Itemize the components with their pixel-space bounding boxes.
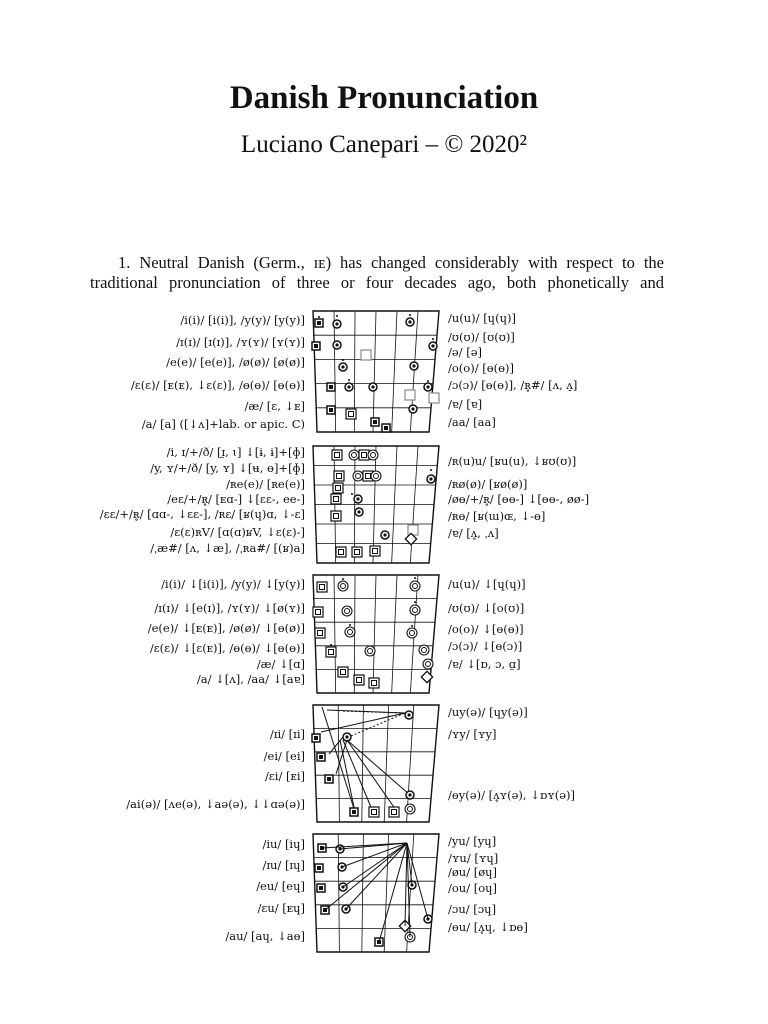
- right-label: /u(u)/ ↓[ɥ(ɥ)]: [448, 577, 526, 591]
- left-label: /ɪ(ɪ)/ ↓[e(ɪ)], /ʏ(ʏ)/ ↓[ø(ʏ)]: [154, 601, 305, 615]
- round-vowel-core: [357, 510, 360, 513]
- round-vowel-core: [408, 793, 411, 796]
- right-label: /uy(ə)/ [ɥy(ə)]: [448, 705, 528, 719]
- right-label: /øu/ [øɥ]: [448, 865, 498, 879]
- left-label: /ɪu/ [ɪɥ]: [262, 858, 305, 872]
- round-vowel-core: [335, 343, 338, 346]
- left-label: /ɪ(ɪ)/ [ɪ(ɪ)], /ʏ(ʏ)/ [ʏ(ʏ)]: [176, 335, 305, 349]
- right-label: /ʀɵ/ [ʁ(ɯ)ɶ, ↓-ɵ]: [448, 509, 546, 523]
- grid-line: [362, 834, 364, 952]
- right-label: /øɵ/+/ʀ̥/ [ɵɵ-] ↓[ɵɵ-, øø-]: [448, 492, 590, 506]
- grid-line: [410, 311, 418, 432]
- square-vowel-core: [317, 321, 321, 325]
- grid-line: [392, 575, 397, 693]
- left-label: /ei/ [ei]: [263, 749, 305, 763]
- stress-dot: [342, 359, 344, 361]
- square-vowel-core: [314, 736, 318, 740]
- left-label: /i(i)/ [i(i)], /y(y)/ [y(y)]: [180, 313, 305, 327]
- double-square-mark: [332, 450, 342, 460]
- left-label: /eɛ/+/ʀ̥/ [ᴇɑ-] ↓[ɛɛ-, ee-]: [167, 492, 305, 506]
- double-circle-mark: [410, 581, 420, 591]
- double-circle-mark: [353, 471, 363, 481]
- chart-frame: [313, 834, 439, 952]
- double-circle-mark: [419, 645, 429, 655]
- chart-frame: [313, 705, 439, 822]
- left-label: /æ/ ↓[ɑ]: [256, 657, 305, 671]
- round-vowel-core: [371, 385, 374, 388]
- double-square-mark: [317, 582, 327, 592]
- double-square-mark: [313, 607, 323, 617]
- grid-line: [354, 446, 355, 563]
- double-square-mark: [331, 494, 341, 504]
- paragraph-line-2: traditional pronunciation of three or four decades ago, both phonetically and: [90, 273, 664, 292]
- double-circle-mark: [345, 627, 355, 637]
- left-label: /ʀe(e)/ [ʀe(e)]: [226, 477, 305, 491]
- stress-dot: [351, 493, 353, 495]
- right-label: /ə/ [ə]: [448, 345, 482, 359]
- double-circle-mark: [349, 450, 359, 460]
- glide-line: [351, 713, 405, 736]
- right-label: /ʊ(ʊ)/ ↓[o(ʊ)]: [448, 601, 525, 615]
- left-label: /a/ [a] ([↓ʌ]+lab. or apic. C): [141, 417, 305, 431]
- round-vowel-core: [411, 407, 414, 410]
- left-label: /ɪi/ [ɪi]: [269, 727, 305, 741]
- round-vowel-core: [356, 497, 359, 500]
- glide-line: [343, 843, 407, 887]
- author-copyright: Luciano Canepari – © 2020²: [240, 131, 528, 158]
- right-label: /ɔ(ɔ)/ ↓[ɵ(ɔ)]: [448, 639, 523, 653]
- double-square-mark: [334, 471, 344, 481]
- left-label: /eu/ [eɥ]: [256, 879, 305, 893]
- square-vowel-core: [329, 408, 333, 412]
- double-square-mark: [369, 678, 379, 688]
- double-square-mark: [369, 807, 379, 817]
- round-vowel-core: [341, 365, 344, 368]
- right-label: /ɵu/ [ʌ̥ɥ, ↓ɒɵ]: [448, 920, 528, 934]
- right-label: /ɐ/ [ʌ̥, ˌʌ]: [448, 526, 499, 540]
- left-label: /i, ɪ/+/ð/ [ɪ̯, ɩ] ↓[ɨ, ɨ]+[ɸ]: [166, 445, 305, 459]
- paragraph-line-1: 1. Neutral Danish (Germ., ɪᴇ) has changed considerably with respect to the: [118, 253, 664, 272]
- square-vowel-core: [319, 886, 323, 890]
- round-vowel-core: [347, 385, 350, 388]
- right-label: /ʀ(u)u/ [ʁu(u), ↓ʁʊ(ʊ)]: [448, 454, 577, 468]
- right-label: /ɵy(ə)/ [ʌ̥ʏ(ə), ↓ɒʏ(ə)]: [448, 788, 576, 802]
- grey-square-mark: [405, 390, 415, 400]
- right-label: /ɐ/ [ɐ]: [448, 397, 483, 411]
- square-vowel-core: [317, 866, 321, 870]
- grid-line: [373, 575, 376, 693]
- left-label: /iu/ [iɥ]: [262, 837, 305, 851]
- stress-dot: [409, 314, 411, 316]
- round-vowel-core: [429, 477, 432, 480]
- round-vowel-core: [408, 320, 411, 323]
- stress-dot: [411, 625, 413, 627]
- glide-line: [327, 710, 405, 713]
- double-circle-mark: [407, 628, 417, 638]
- left-label: /ai(ə)/ [ʌe(ə), ↓aə(ə), ↓↓ɑə(ə)]: [126, 797, 305, 811]
- double-square-mark: [326, 647, 336, 657]
- left-label: /ɛɛ/+/ʀ̥/ [ɑɑ-, ↓ɛɛ-], /ʀɛ/ [ʁ(ɥ)ɑ, ↓-ɛ]: [99, 507, 305, 521]
- glide-line: [405, 843, 407, 926]
- stress-dot: [432, 338, 434, 340]
- stress-dot: [427, 380, 429, 382]
- right-label: /aa/ [aa]: [448, 415, 496, 429]
- left-label: /ɛu/ [ᴇɥ]: [257, 901, 305, 915]
- square-vowel-core: [314, 344, 318, 348]
- round-vowel-core: [407, 713, 410, 716]
- square-vowel-core: [373, 420, 377, 424]
- double-circle-mark: [410, 605, 420, 615]
- grid-line: [373, 311, 376, 432]
- stress-dot: [430, 469, 432, 471]
- double-square-mark: [336, 547, 346, 557]
- right-label: /ʀø(ø)/ [ʁø(ø)]: [448, 477, 528, 491]
- glide-line: [347, 740, 410, 795]
- left-label: /y, ʏ/+/ð/ [y, ʏ] ↓[ʉ, ɵ]+[ɸ]: [150, 461, 305, 475]
- double-circle-mark: [338, 581, 348, 591]
- round-vowel-core: [431, 344, 434, 347]
- round-vowel-core: [335, 322, 338, 325]
- grey-square-mark: [361, 350, 371, 360]
- left-label: /a/ ↓[ʌ], /aa/ ↓[aɐ]: [196, 672, 305, 686]
- stress-dot: [330, 644, 332, 646]
- stress-dot: [342, 578, 344, 580]
- double-square-mark: [333, 483, 343, 493]
- double-circle-mark: [365, 646, 375, 656]
- stress-dot: [349, 624, 351, 626]
- right-label: /ʊ(ʊ)/ [ʊ(ʊ)]: [448, 330, 515, 344]
- right-label: /o(o)/ [ɵ(ɵ)]: [448, 361, 515, 375]
- stress-dot: [414, 601, 416, 603]
- double-circle-mark: [405, 804, 415, 814]
- round-vowel-core: [426, 385, 429, 388]
- glide-line: [325, 843, 407, 910]
- left-label: /æ/ [ɛ, ↓ᴇ]: [244, 399, 305, 413]
- left-label: /ɛ(ɛ)/ [ᴇ(ᴇ), ↓ɛ(ɛ)], /ɵ(ɵ)/ [ɵ(ɵ)]: [130, 378, 305, 392]
- stress-dot: [414, 577, 416, 579]
- square-vowel-core: [384, 426, 388, 430]
- stress-dot: [336, 315, 338, 317]
- double-square-mark: [331, 511, 341, 521]
- stress-dot: [348, 379, 350, 381]
- double-square-mark: [315, 628, 325, 638]
- right-label: /ʏu/ [ʏɥ]: [448, 851, 499, 865]
- left-label: /ɛ(ɛ)/ ↓[ɛ(ᴇ)], /ɵ(ɵ)/ ↓[ɵ(ɵ)]: [149, 641, 305, 655]
- grey-square-mark: [429, 393, 439, 403]
- double-square-mark: [352, 547, 362, 557]
- left-label: /ɛi/ [ᴇi]: [264, 769, 305, 783]
- grid-line: [384, 705, 388, 822]
- double-circle-mark: [423, 659, 433, 669]
- square-vowel-core: [329, 385, 333, 389]
- round-vowel-core: [412, 364, 415, 367]
- square-vowel-core: [327, 777, 331, 781]
- left-label: /ˌæ#/ [ʌ, ↓æ], /ˌʀa#/ [(ʁ)a]: [150, 541, 305, 555]
- double-square-mark: [346, 409, 356, 419]
- double-circle-mark: [342, 606, 352, 616]
- right-label: /ʏy/ [ʏy]: [448, 727, 497, 741]
- double-circle-mark: [368, 450, 378, 460]
- left-label: /e(e)/ [e(e)], /ø(ø)/ [ø(ø)]: [166, 355, 305, 369]
- double-square-mark: [389, 807, 399, 817]
- round-vowel-core: [383, 533, 386, 536]
- right-label: /ɔ(ɔ)/ [ɵ(ɵ)], /ʀ̥#/ [ʌ, ʌ̠]: [448, 378, 578, 392]
- left-label: /ɛ(ɛ)ʀV/ [ɑ(ɑ)ʁV, ↓ɛ(ɛ)-]: [170, 525, 305, 539]
- right-label: /ɔu/ [ɔɥ]: [448, 902, 497, 916]
- right-label: /u(u)/ [ɥ(ɥ)]: [448, 311, 516, 325]
- left-label: /au/ [aɥ, ↓aɵ]: [225, 929, 305, 943]
- right-label: /yu/ [yɥ]: [448, 834, 497, 848]
- double-square-mark: [338, 667, 348, 677]
- square-vowel-core: [319, 755, 323, 759]
- grid-line: [392, 311, 397, 432]
- double-circle-mark: [371, 471, 381, 481]
- double-square-mark: [354, 675, 364, 685]
- left-label: /e(e)/ ↓[ᴇ(ᴇ)], /ø(ø)/ ↓[ɵ(ø)]: [147, 621, 305, 635]
- grid-line: [334, 575, 336, 693]
- right-label: /o(o)/ ↓[ɵ(ɵ)]: [448, 622, 524, 636]
- page-title: Danish Pronunciation: [229, 80, 539, 116]
- round-vowel-core: [345, 735, 348, 738]
- stress-dot: [318, 316, 320, 318]
- right-label: /ou/ [oɥ]: [448, 881, 498, 895]
- chart-frame: [313, 575, 439, 693]
- square-vowel-core: [352, 810, 356, 814]
- right-label: /ɐ/ ↓[ɒ, ɔ, ɑ̯]: [448, 657, 521, 671]
- double-square-mark: [370, 546, 380, 556]
- left-label: /i(i)/ ↓[i(i)], /y(y)/ ↓[y(y)]: [161, 577, 305, 591]
- grey-square-mark: [408, 525, 418, 535]
